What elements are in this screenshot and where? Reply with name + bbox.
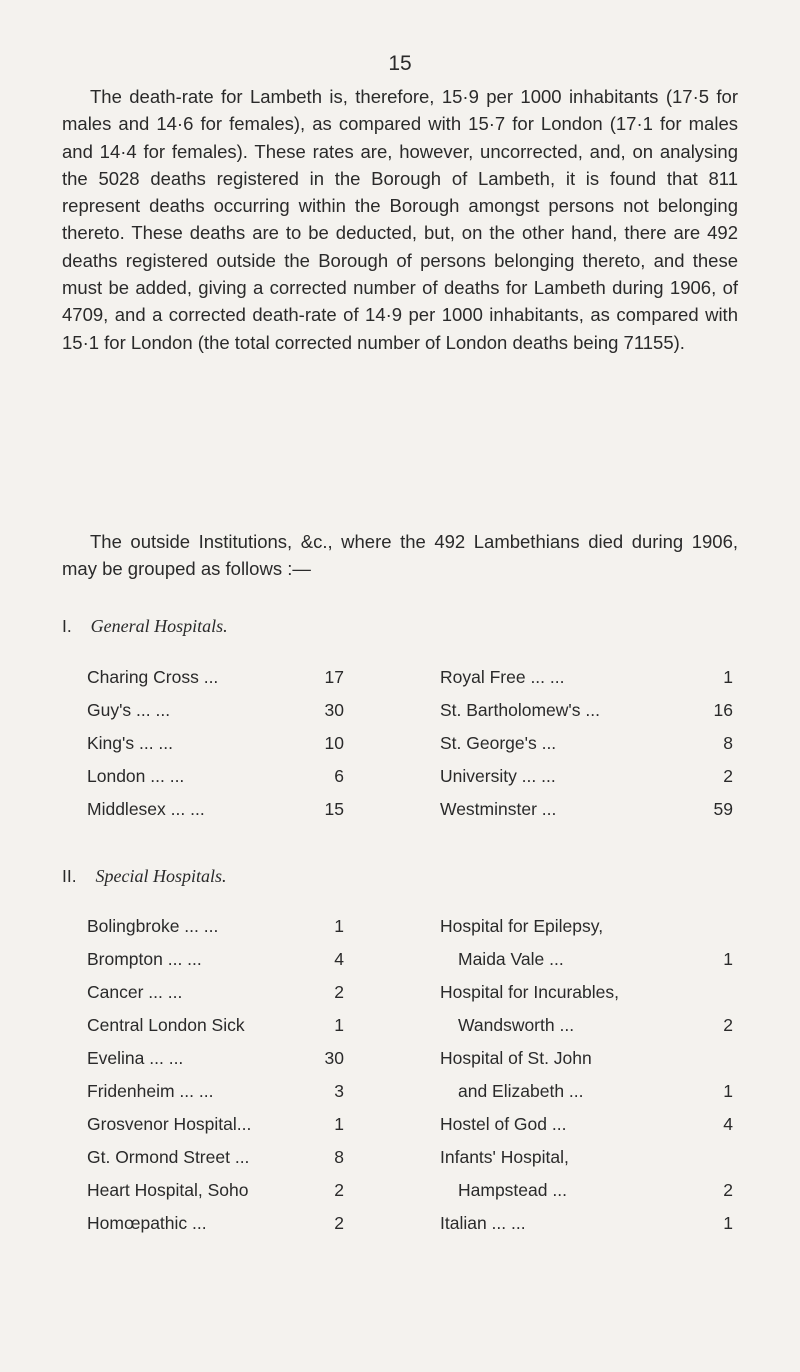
page-number: 15	[388, 52, 412, 75]
death-count: 1	[334, 1015, 344, 1035]
death-count: 8	[334, 1147, 344, 1167]
hospital-name: Grosvenor Hospital...	[87, 1114, 252, 1134]
death-count: 16	[713, 700, 733, 720]
hospital-name-continued: Maida Vale ...	[458, 949, 564, 969]
death-count: 1	[723, 949, 733, 969]
section-heading-general-hospitals	[62, 616, 228, 637]
hospital-name: Hospital for Incurables,	[440, 982, 619, 1002]
death-count: 1	[723, 1081, 733, 1101]
death-count: 15	[324, 799, 344, 819]
death-count: 30	[324, 1048, 344, 1068]
section-heading-special-hospitals	[62, 866, 226, 887]
hospital-name: Royal Free ... ...	[440, 667, 565, 687]
hospital-name-continued: Hampstead ...	[458, 1180, 567, 1200]
section-title: General Hospitals.	[90, 616, 228, 636]
hospital-name: Hostel of God ...	[440, 1114, 567, 1134]
section-title: Special Hospitals.	[95, 866, 227, 886]
hospital-name: Homœpathic ...	[87, 1213, 207, 1233]
death-count: 2	[334, 1213, 344, 1233]
hospital-name-continued: Wandsworth ...	[458, 1015, 575, 1035]
death-count: 1	[723, 667, 733, 687]
death-count: 2	[723, 766, 733, 786]
hospital-name: London ... ...	[87, 766, 185, 786]
death-count: 4	[723, 1114, 733, 1134]
hospital-name: University ... ...	[440, 766, 556, 786]
death-count: 2	[334, 1180, 344, 1200]
death-count: 6	[334, 766, 344, 786]
paragraph-death-rate: The death-rate for Lambeth is, therefore, 15·9 per 1000 inhabitants (17·5 for males and 14·6 for females), as compared with 15·7 for London (17·1 for males and 14·4 for females). These rates are, however, uncorrected, and, on analysing the 5028 deaths registered in the Borough of Lambeth, it is found that 811 represent deaths occurring within the Borough amongst persons not belonging thereto. These deaths are to be deducted, but, on the other hand, there are 492 deaths registered outside the Borough of persons belonging thereto, and these must be added, giving a corrected number of deaths for Lambeth during 1906, of 4709, and a corrected death-rate of 14·9 per 1000 inhabitants, as compared with 15·1 for London (the total corrected number of London deaths being 71155).	[62, 86, 738, 353]
death-count: 2	[723, 1180, 733, 1200]
hospital-name: Guy's ... ...	[87, 700, 171, 720]
hospital-name: Hospital for Epilepsy,	[440, 916, 604, 936]
death-count: 59	[713, 799, 733, 819]
death-count: 8	[723, 733, 733, 753]
hospital-name: Bolingbroke ... ...	[87, 916, 219, 936]
death-count: 30	[324, 700, 344, 720]
hospital-name: King's ... ...	[87, 733, 174, 753]
hospital-name: Gt. Ormond Street ...	[87, 1147, 250, 1167]
section-number: I.	[62, 616, 72, 636]
hospital-name-continued: and Elizabeth ...	[458, 1081, 584, 1101]
hospital-name: Evelina ... ...	[87, 1048, 184, 1068]
hospital-name: Infants' Hospital,	[440, 1147, 569, 1167]
death-count: 2	[723, 1015, 733, 1035]
hospital-name: Central London Sick	[87, 1015, 245, 1035]
hospital-name: Fridenheim ... ...	[87, 1081, 214, 1101]
hospital-name: St. Bartholomew's ...	[440, 700, 600, 720]
hospital-name: St. George's ...	[440, 733, 557, 753]
hospital-name: Brompton ... ...	[87, 949, 202, 969]
paragraph-outside-institutions: The outside Institutions, &c., where the 492 Lambethians died during 1906, may be grouped as follows :—	[62, 531, 738, 580]
death-count: 1	[334, 916, 344, 936]
death-count: 1	[723, 1213, 733, 1233]
death-count: 1	[334, 1114, 344, 1134]
hospital-name: Heart Hospital, Soho	[87, 1180, 249, 1200]
death-count: 2	[334, 982, 344, 1002]
hospital-name: Charing Cross ...	[87, 667, 219, 687]
death-count: 3	[334, 1081, 344, 1101]
hospital-name: Italian ... ...	[440, 1213, 526, 1233]
hospital-name: Middlesex ... ...	[87, 799, 205, 819]
death-count: 4	[334, 949, 344, 969]
hospital-name: Cancer ... ...	[87, 982, 183, 1002]
death-count: 17	[324, 667, 344, 687]
hospital-name: Westminster ...	[440, 799, 557, 819]
death-count: 10	[324, 733, 344, 753]
hospital-name: Hospital of St. John	[440, 1048, 592, 1068]
section-number: II.	[62, 866, 77, 886]
